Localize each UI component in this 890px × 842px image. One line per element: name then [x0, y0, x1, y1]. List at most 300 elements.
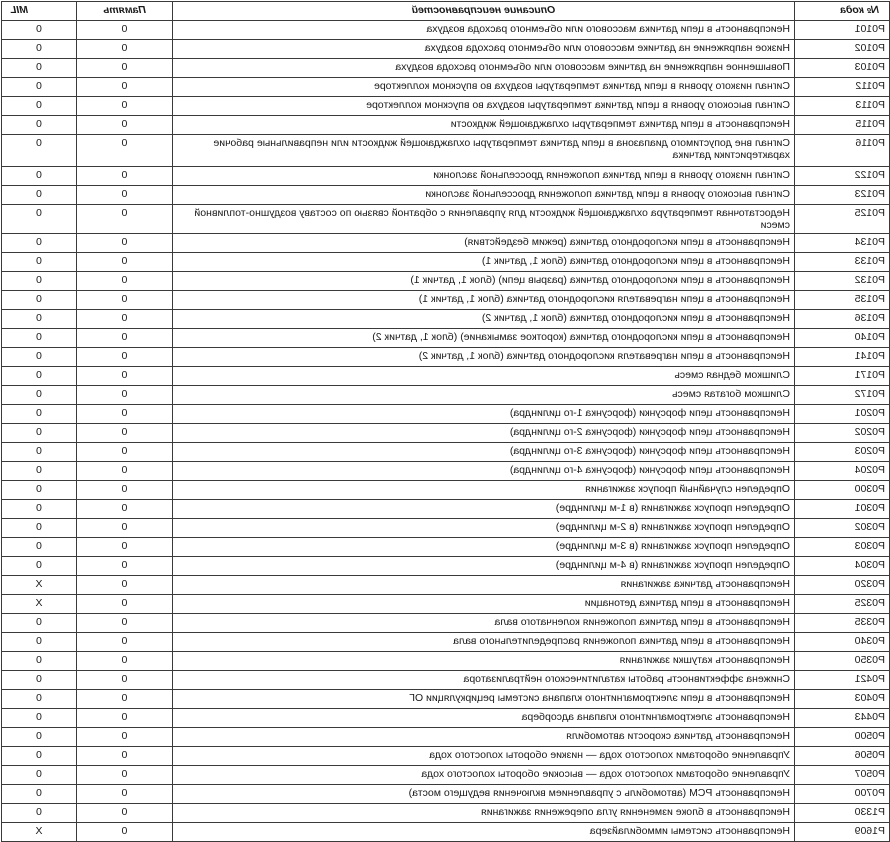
code-cell-text: P0115	[855, 118, 885, 130]
description-cell	[173, 557, 795, 576]
description-cell	[173, 519, 795, 538]
mil-cell-text: X	[35, 597, 43, 609]
code-cell	[795, 462, 890, 481]
mil-cell	[2, 443, 77, 462]
mil-cell-text: 0	[36, 118, 42, 130]
memory-cell-text: 0	[121, 388, 128, 400]
code-cell	[795, 500, 890, 519]
memory-cell	[77, 367, 173, 386]
description-cell	[173, 481, 795, 500]
table-row	[2, 557, 890, 576]
memory-cell	[77, 310, 173, 329]
memory-cell	[77, 59, 173, 78]
mil-cell-text: 0	[36, 42, 42, 54]
description-cell	[173, 633, 795, 652]
mil-cell	[2, 690, 77, 709]
table-row	[2, 97, 890, 116]
table-row	[2, 633, 890, 652]
memory-cell	[77, 253, 173, 272]
memory-cell-text: 0	[121, 274, 128, 286]
table-row	[2, 21, 890, 40]
code-cell	[795, 186, 890, 205]
code-cell-text: P1609	[854, 825, 885, 837]
code-cell	[795, 310, 890, 329]
code-cell-text: P0102	[854, 42, 885, 54]
description-cell	[173, 652, 795, 671]
code-cell-text: P0320	[854, 578, 885, 590]
code-cell-text: P0172	[854, 388, 885, 400]
description-cell-text: Определен пропуск зажигания (в 3-м цилиндре)	[555, 540, 790, 552]
description-cell	[173, 671, 795, 690]
memory-cell	[77, 116, 173, 135]
description-cell-text: Определен случайный пропуск зажигания	[585, 483, 790, 495]
mil-cell	[2, 633, 77, 652]
memory-cell	[77, 519, 173, 538]
description-cell-text: Определен пропуск зажигания (в 1-м цилиндре)	[555, 502, 790, 514]
description-cell	[173, 310, 795, 329]
memory-cell-text: 0	[121, 711, 128, 723]
table-row	[2, 329, 890, 348]
description-cell-text: Неисправность в цепи нагревателя кислородного датчика (блок 1, датчик 2)	[418, 350, 790, 362]
mil-cell-text: 0	[36, 445, 42, 457]
header-memory-label: Память	[103, 4, 146, 16]
description-cell	[173, 614, 795, 633]
memory-cell-text: 0	[121, 616, 128, 628]
table-row	[2, 709, 890, 728]
description-cell-text: Неисправность в цепи кислородного датчика (короткое замыкание) (блок 1, датчик 2)	[372, 331, 790, 343]
mil-cell-text: X	[35, 825, 43, 837]
mil-cell	[2, 310, 77, 329]
memory-cell-text: 0	[121, 99, 128, 111]
description-cell-text: Неисправность датчика зажигания	[620, 578, 790, 590]
memory-cell	[77, 443, 173, 462]
memory-cell	[77, 671, 173, 690]
code-cell-text: P0101	[854, 23, 885, 35]
code-cell	[795, 367, 890, 386]
table-row	[2, 186, 890, 205]
memory-cell-text: 0	[121, 559, 128, 571]
memory-cell-text: 0	[121, 730, 128, 742]
memory-cell	[77, 614, 173, 633]
memory-cell-text: 0	[121, 692, 128, 704]
description-cell	[173, 97, 795, 116]
mil-cell-text: 0	[36, 293, 42, 305]
memory-cell	[77, 348, 173, 367]
mil-cell	[2, 167, 77, 186]
mil-cell	[2, 205, 77, 234]
memory-cell-text: 0	[121, 597, 128, 609]
code-cell	[795, 652, 890, 671]
mil-cell-text: 0	[36, 137, 42, 149]
memory-cell	[77, 405, 173, 424]
description-cell	[173, 538, 795, 557]
mil-cell-text: 0	[36, 236, 42, 248]
header-mil	[2, 2, 77, 21]
code-cell	[795, 633, 890, 652]
memory-cell-text: 0	[121, 540, 128, 552]
code-cell	[795, 386, 890, 405]
memory-cell-text: 0	[121, 42, 128, 54]
memory-cell	[77, 500, 173, 519]
table-row	[2, 614, 890, 633]
memory-cell	[77, 78, 173, 97]
mil-cell-text: 0	[36, 464, 42, 476]
memory-cell-text: 0	[121, 464, 128, 476]
mil-cell-text: 0	[36, 787, 42, 799]
code-cell	[795, 728, 890, 747]
mil-cell-text: X	[35, 578, 43, 590]
code-cell-text: P0421	[854, 673, 885, 685]
mil-cell-text: 0	[36, 654, 42, 666]
memory-cell	[77, 21, 173, 40]
description-cell	[173, 329, 795, 348]
mil-cell	[2, 21, 77, 40]
code-cell-text: P0340	[854, 635, 885, 647]
table-row	[2, 348, 890, 367]
code-cell-text: P0116	[855, 137, 885, 149]
mil-cell	[2, 186, 77, 205]
table-row	[2, 291, 890, 310]
mil-cell	[2, 135, 77, 167]
header-description	[173, 2, 795, 21]
mil-cell-text: 0	[36, 207, 42, 219]
code-cell	[795, 690, 890, 709]
code-cell-text: P0403	[854, 692, 885, 704]
memory-cell-text: 0	[121, 806, 128, 818]
description-cell-text: Неисправность в цепи датчика массового или объемного расхода воздуха	[426, 23, 790, 35]
mil-cell	[2, 462, 77, 481]
memory-cell-text: 0	[121, 255, 128, 267]
memory-cell-text: 0	[121, 768, 128, 780]
description-cell	[173, 728, 795, 747]
memory-cell	[77, 785, 173, 804]
description-cell-text: Неисправность PCM (автомобиль с управлением включения ведущего моста)	[408, 787, 790, 799]
memory-cell-text: 0	[121, 635, 128, 647]
code-cell-text: P0500	[854, 730, 885, 742]
memory-cell-text: 0	[121, 578, 128, 590]
code-cell-text: P0350	[854, 654, 885, 666]
code-cell-text: P0132	[854, 274, 885, 286]
memory-cell-text: 0	[121, 787, 128, 799]
code-cell	[795, 595, 890, 614]
mil-cell-text: 0	[36, 806, 42, 818]
mil-cell-text: 0	[36, 255, 42, 267]
memory-cell	[77, 329, 173, 348]
mil-cell-text: 0	[36, 521, 42, 533]
mil-cell-text: 0	[36, 502, 42, 514]
description-cell	[173, 135, 795, 167]
memory-cell-text: 0	[121, 825, 128, 837]
mil-cell	[2, 481, 77, 500]
description-cell-text: Неисправность в цепи датчика положения коленчатого вала	[494, 616, 790, 628]
memory-cell-text: 0	[121, 331, 128, 343]
mil-cell	[2, 348, 77, 367]
description-cell-text: Слишком богатая смесь	[672, 388, 790, 400]
code-cell-text: P0112	[855, 80, 885, 92]
table-row	[2, 823, 890, 842]
code-cell	[795, 557, 890, 576]
table-row	[2, 766, 890, 785]
mil-cell-text: 0	[36, 483, 42, 495]
mil-cell	[2, 557, 77, 576]
mil-cell-text: 0	[36, 426, 42, 438]
memory-cell	[77, 766, 173, 785]
description-cell	[173, 78, 795, 97]
mil-cell	[2, 804, 77, 823]
memory-cell-text: 0	[121, 654, 128, 666]
mil-cell	[2, 823, 77, 842]
table-row	[2, 462, 890, 481]
memory-cell	[77, 186, 173, 205]
mil-cell	[2, 253, 77, 272]
mil-cell-text: 0	[36, 673, 42, 685]
description-cell	[173, 167, 795, 186]
mil-cell	[2, 614, 77, 633]
code-cell	[795, 234, 890, 253]
code-cell	[795, 116, 890, 135]
mil-cell	[2, 40, 77, 59]
table-row	[2, 310, 890, 329]
description-cell-text: Определен пропуск зажигания (в 4-м цилиндре)	[555, 559, 790, 571]
code-cell-text: P0302	[854, 521, 885, 533]
memory-cell-text: 0	[121, 426, 128, 438]
memory-cell-text: 0	[121, 521, 128, 533]
mil-cell-text: 0	[36, 23, 42, 35]
description-cell-text: Неисправность цепи форсунки (форсунка 4-го цилиндра)	[509, 464, 790, 476]
table-row	[2, 538, 890, 557]
table-row	[2, 253, 890, 272]
mil-cell	[2, 709, 77, 728]
memory-cell	[77, 576, 173, 595]
code-cell	[795, 59, 890, 78]
code-cell	[795, 253, 890, 272]
memory-cell	[77, 272, 173, 291]
description-cell-text: Недостаточная температура охлаждающей жидкости для управления с обратной связью по составу воздушно-топливной смеси	[194, 207, 790, 231]
mil-cell-text: 0	[36, 692, 42, 704]
code-cell-text: P0141	[854, 350, 885, 362]
description-cell	[173, 690, 795, 709]
description-cell-text: Сигнал высокого уровня в цепи датчика положения дроссельной заслонки	[425, 188, 790, 200]
code-cell-text: P0506	[854, 749, 885, 761]
mil-cell-text: 0	[36, 540, 42, 552]
code-cell-text: P0133	[854, 255, 885, 267]
description-cell-text: Неисправность электромагнитного клапана адсорбера	[521, 711, 790, 723]
memory-cell-text: 0	[121, 350, 128, 362]
description-cell	[173, 186, 795, 205]
description-cell-text: Неисправность цепи форсунки (форсунка 1-го цилиндра)	[509, 407, 790, 419]
code-cell	[795, 747, 890, 766]
memory-cell	[77, 205, 173, 234]
mil-cell-text: 0	[36, 61, 42, 73]
description-cell	[173, 500, 795, 519]
mil-cell	[2, 386, 77, 405]
table-row	[2, 576, 890, 595]
code-cell	[795, 538, 890, 557]
description-cell	[173, 443, 795, 462]
description-cell	[173, 576, 795, 595]
code-cell	[795, 481, 890, 500]
memory-cell-text: 0	[121, 61, 128, 73]
memory-cell-text: 0	[121, 137, 128, 149]
mil-cell	[2, 747, 77, 766]
header-code	[795, 2, 890, 21]
mil-cell	[2, 116, 77, 135]
description-cell	[173, 116, 795, 135]
mil-cell	[2, 234, 77, 253]
memory-cell	[77, 97, 173, 116]
table-row	[2, 690, 890, 709]
mil-cell-text: 0	[36, 331, 42, 343]
description-cell-text: Сигнал низкого уровня в цепи датчика температуры воздуха во впускном коллекторе	[374, 80, 790, 92]
memory-cell	[77, 167, 173, 186]
description-cell-text: Неисправность в цепи электромагнитного клапана системы рециркуляции ОГ	[409, 692, 790, 704]
memory-cell	[77, 690, 173, 709]
code-cell-text: P0171	[854, 369, 885, 381]
mil-cell-text: 0	[36, 274, 42, 286]
code-cell	[795, 519, 890, 538]
memory-cell-text: 0	[121, 369, 128, 381]
table-row	[2, 116, 890, 135]
code-cell-text: P0303	[854, 540, 885, 552]
description-cell-text: Сигнал высокого уровня в цепи датчика температуры воздуха во впускном коллекторе	[366, 99, 790, 111]
mil-cell	[2, 728, 77, 747]
mil-cell-text: 0	[36, 350, 42, 362]
code-cell	[795, 804, 890, 823]
mil-cell	[2, 291, 77, 310]
memory-cell	[77, 538, 173, 557]
memory-cell-text: 0	[121, 407, 128, 419]
memory-cell	[77, 234, 173, 253]
code-cell-text: P0202	[854, 426, 885, 438]
memory-cell	[77, 728, 173, 747]
code-cell	[795, 97, 890, 116]
code-cell	[795, 291, 890, 310]
mil-cell-text: 0	[36, 169, 42, 181]
description-cell-text: Неисправность в цепи датчика температуры охлаждающей жидкости	[450, 118, 790, 130]
code-cell-text: P0136	[854, 312, 885, 324]
mil-cell	[2, 785, 77, 804]
mil-cell-text: 0	[36, 407, 42, 419]
mil-cell	[2, 97, 77, 116]
mil-cell-text: 0	[36, 730, 42, 742]
code-cell	[795, 40, 890, 59]
code-cell	[795, 614, 890, 633]
code-cell-text: P0443	[854, 711, 885, 723]
code-cell-text: P0103	[854, 61, 885, 73]
memory-cell-text: 0	[121, 502, 128, 514]
code-cell-text: P0335	[854, 616, 885, 628]
description-cell-text: Управление оборотами холостого хода — низкие обороты холостого хода	[429, 749, 790, 761]
code-cell	[795, 329, 890, 348]
mil-cell	[2, 576, 77, 595]
code-cell-text: P0135	[854, 293, 885, 305]
description-cell-text: Управление оборотами холостого хода — высокие обороты холостого хода	[421, 768, 790, 780]
description-cell-text: Неисправность в цепи датчика детонации	[584, 597, 790, 609]
table-row	[2, 443, 890, 462]
memory-cell-text: 0	[121, 483, 128, 495]
table-row	[2, 481, 890, 500]
description-cell-text: Слишком бедная смесь	[674, 369, 790, 381]
code-cell	[795, 709, 890, 728]
description-cell	[173, 59, 795, 78]
mil-cell	[2, 329, 77, 348]
header-mil-label: MIL	[10, 4, 29, 16]
memory-cell-text: 0	[121, 445, 128, 457]
code-cell	[795, 272, 890, 291]
table-row	[2, 40, 890, 59]
code-cell-text: P1330	[854, 806, 885, 818]
description-cell	[173, 785, 795, 804]
memory-cell-text: 0	[121, 207, 128, 219]
description-cell	[173, 21, 795, 40]
memory-cell-text: 0	[121, 118, 128, 130]
table-row	[2, 747, 890, 766]
fault-code-table	[1, 1, 890, 842]
description-cell-text: Неисправность датчика скорости автомобиля	[566, 730, 790, 742]
code-cell	[795, 167, 890, 186]
memory-cell	[77, 291, 173, 310]
description-cell-text: Сигнал вне допустимого диапазона в цепи датчика температуры охлаждающей жидкости или неправильные рабочие характеристики датчика	[213, 137, 790, 161]
table-row	[2, 78, 890, 97]
description-cell-text: Определен пропуск зажигания (в 2-м цилиндре)	[555, 521, 790, 533]
memory-cell-text: 0	[121, 169, 128, 181]
description-cell	[173, 386, 795, 405]
description-cell	[173, 348, 795, 367]
table-row	[2, 728, 890, 747]
header-description-label: Описание неисправностей	[411, 4, 556, 16]
code-cell-text: P0123	[854, 188, 885, 200]
memory-cell	[77, 424, 173, 443]
memory-cell	[77, 135, 173, 167]
mil-cell-text: 0	[36, 635, 42, 647]
description-cell-text: Неисправность в цепи кислородного датчика (блок 1, датчик 1)	[481, 255, 790, 267]
description-cell-text: Неисправность в цепи кислородного датчика (разрыв цепи) (блок 1, датчик 1)	[410, 274, 790, 286]
code-cell-text: P0113	[855, 99, 885, 111]
memory-cell	[77, 595, 173, 614]
table-body	[2, 21, 890, 842]
memory-cell	[77, 481, 173, 500]
code-cell	[795, 21, 890, 40]
code-cell-text: P0304	[854, 559, 885, 571]
table-row	[2, 367, 890, 386]
description-cell-text: Неисправность в цепи нагревателя кислородного датчика (блок 1, датчик 1)	[418, 293, 790, 305]
description-cell-text: Неисправность в цепи кислородного датчика (блок 1, датчик 2)	[481, 312, 790, 324]
table-row	[2, 135, 890, 167]
code-cell-text: P0325	[854, 597, 885, 609]
memory-cell-text: 0	[121, 749, 128, 761]
mil-cell	[2, 500, 77, 519]
code-cell-text: P0125	[854, 207, 885, 219]
table-row	[2, 272, 890, 291]
mil-cell-text: 0	[36, 711, 42, 723]
code-cell	[795, 443, 890, 462]
description-cell	[173, 272, 795, 291]
description-cell-text: Повышенное напряжение на датчике массового или объемного расхода воздуха	[395, 61, 790, 73]
table-row	[2, 424, 890, 443]
memory-cell-text: 0	[121, 23, 128, 35]
table-row	[2, 785, 890, 804]
code-cell	[795, 135, 890, 167]
code-cell	[795, 424, 890, 443]
code-cell-text: P0204	[854, 464, 885, 476]
description-cell	[173, 823, 795, 842]
description-cell	[173, 291, 795, 310]
table-row	[2, 167, 890, 186]
description-cell-text: Сигнал низкого уровня в цепи датчика положения дроссельной заслонки	[433, 169, 790, 181]
header-code-label: № кода	[839, 4, 879, 16]
code-cell	[795, 205, 890, 234]
header-memory	[77, 2, 173, 21]
